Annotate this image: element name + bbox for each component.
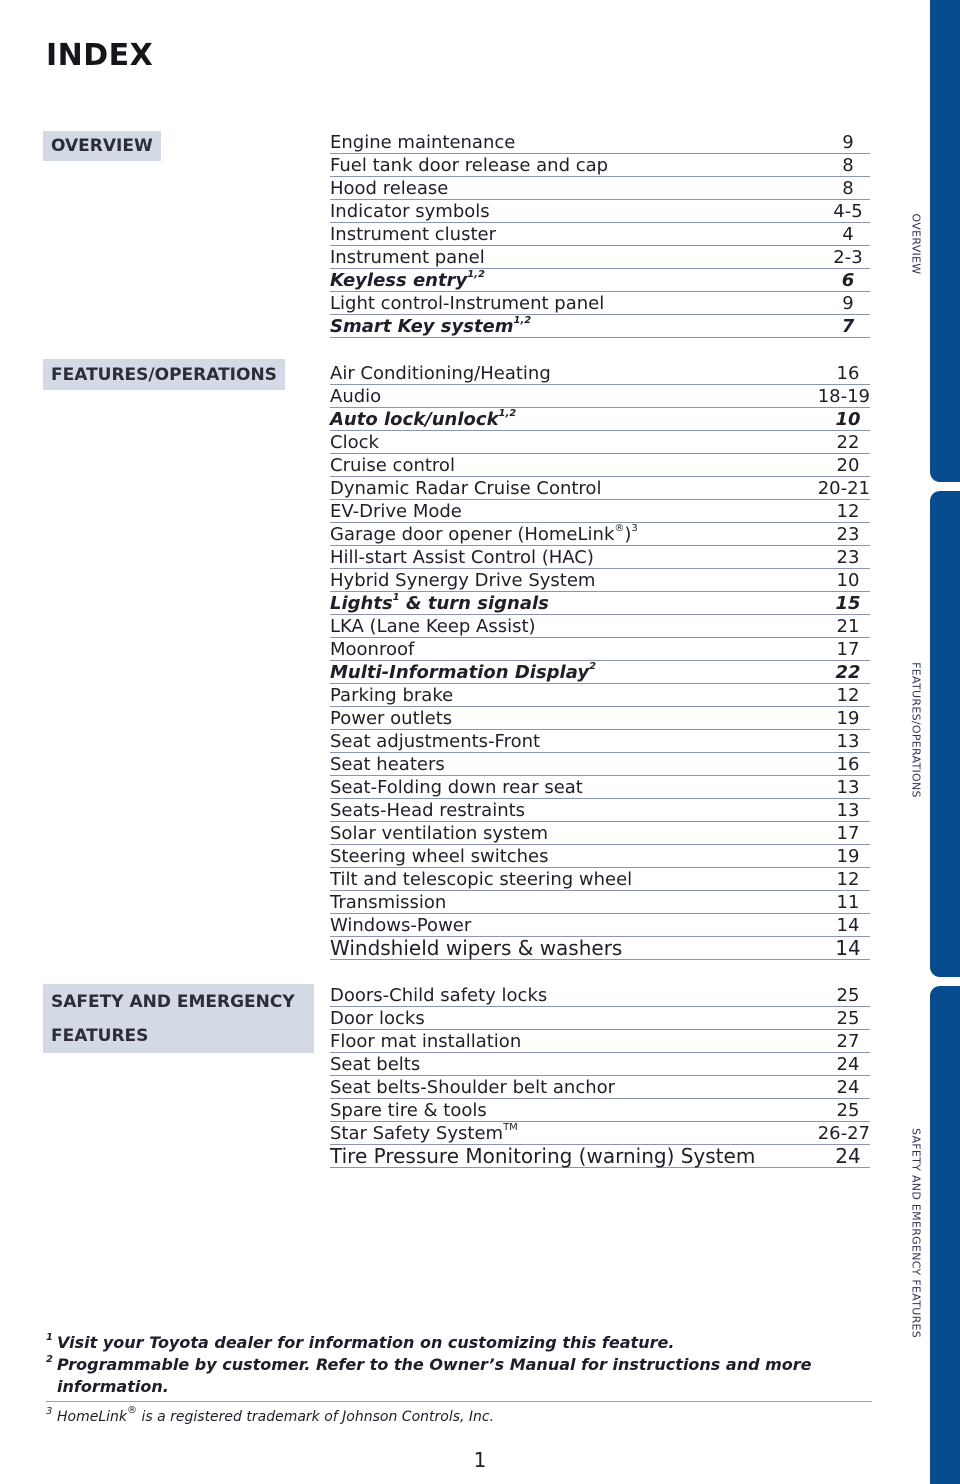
footnote-text: Programmable by customer. Refer to the Owner’s Manual for instructions and more information. [57,1355,812,1396]
entry-name [330,133,515,152]
entry-name [330,179,448,198]
entry-name [330,1055,420,1074]
entry-name-text: Moonroof [330,639,415,660]
entry-page: 18-19 [817,386,870,407]
entry-name-text: Auto lock/unlock [330,409,499,430]
index-entry [330,1030,870,1053]
entry-name-text: Air Conditioning/Heating [330,363,551,384]
entry-name-text: Steering wheel switches [330,846,549,867]
entry-name-text: Seat heaters [330,754,445,775]
entry-name [330,916,471,935]
entry-page: 16 [836,754,860,775]
entry-name [330,387,381,406]
page-title: INDEX [46,38,154,73]
entry-name-text: Smart Key system [330,316,514,337]
entry-name [330,1144,756,1168]
index-entry [330,592,870,615]
entry-name-text: LKA (Lane Keep Assist) [330,616,536,637]
side-label-text: OVERVIEW [909,213,923,275]
entry-name [330,248,485,267]
entry-name-text: Spare tire & tools [330,1100,487,1121]
entry-name [330,640,414,659]
entry-name-text: Seat belts [330,1054,421,1075]
entry-name [330,364,551,383]
index-entry [330,615,870,638]
entry-name-text: Hybrid Synergy Drive System [330,570,596,591]
index-entry [330,822,870,845]
entry-page: 17 [836,823,860,844]
footnotes [46,1332,872,1428]
index-entry [330,385,870,408]
index-entry [330,477,870,500]
entry-name-text: EV-Drive Mode [330,501,462,522]
entry-page: 14 [836,915,860,936]
entry-name [330,617,536,636]
section-label-overview [43,131,161,161]
index-entry [330,500,870,523]
index-entry [330,523,870,546]
index-entry [330,638,870,661]
index-entry [330,1145,870,1168]
entry-page: 13 [836,800,860,821]
side-label-text: FEATURES/OPERATIONS [909,662,923,798]
entry-name-text: Door locks [330,1008,425,1029]
entry-page: 12 [836,685,860,706]
index-entry [330,984,870,1007]
entry-name [330,986,547,1005]
side-tab-safety-emergency[interactable] [930,986,960,1484]
index-entry [330,1007,870,1030]
footnote-number: 3 [46,1406,53,1417]
entry-name-text: Engine maintenance [330,132,516,153]
index-entry [330,131,870,154]
page-number: 1 [473,1448,487,1472]
entry-name [330,225,496,244]
entry-page: 21 [836,616,860,637]
entry-page: 25 [836,1100,860,1121]
entry-page: 8 [842,155,854,176]
entry-name-text: Windshield wipers & washers [330,936,623,960]
entry-name [330,317,531,336]
side-tab-overview[interactable] [930,0,960,482]
entry-name-text: Instrument cluster [330,224,496,245]
entry-name [330,824,548,843]
entry-superscript: 1,2 [467,269,485,280]
index-entry [330,223,870,246]
index-entry [330,177,870,200]
entry-name [330,936,623,960]
entry-name [330,1009,425,1028]
section-label-text: FEATURES/OPERATIONS [51,364,277,385]
entry-name [330,271,485,290]
index-entry [330,661,870,684]
entry-name-text: Keyless entry [330,270,468,291]
index-entry [330,200,870,223]
entry-name [330,755,445,774]
entry-name [330,571,595,590]
entry-name-text: Solar ventilation system [330,823,549,844]
index-entry [330,246,870,269]
entry-name-text: Tire Pressure Monitoring (warning) System [330,1144,756,1168]
entry-page: 24 [836,1077,860,1098]
entry-name [330,709,452,728]
index-entry [330,845,870,868]
section-label-text: OVERVIEW [51,136,153,156]
index-entry [330,408,870,431]
entry-name-text: Fuel tank door release and cap [330,155,609,176]
entry-name-text: Clock [330,432,379,453]
index-entry [330,799,870,822]
registered-mark: ® [127,1405,138,1417]
entry-name-text: Power outlets [330,708,453,729]
entry-page: 13 [836,731,860,752]
entry-name [330,502,462,521]
entry-name [330,202,490,221]
entry-page: 24 [835,1144,861,1168]
index-entry [330,362,870,385]
entry-name-text: ) [624,524,632,545]
entry-name-text: Indicator symbols [330,201,490,222]
index-entry [330,684,870,707]
entry-page: 4-5 [833,201,863,222]
entry-name [330,847,549,866]
index-list-features-operations [330,362,870,960]
index-entry [330,315,870,338]
entry-name [330,686,453,705]
entry-page: 20-21 [817,478,870,499]
index-entry [330,730,870,753]
entry-name-text: Instrument panel [330,247,485,268]
entry-name [330,1124,518,1143]
entry-name-text: Dynamic Radar Cruise Control [330,478,602,499]
index-entry [330,868,870,891]
entry-superscript: 1,2 [513,315,532,326]
section-label-text: SAFETY AND EMERGENCY [51,992,295,1012]
entry-page: 7 [841,316,855,337]
entry-name [330,1032,521,1051]
entry-name-text: Seat belts-Shoulder belt anchor [330,1077,616,1098]
entry-page: 8 [842,178,854,199]
entry-page: 4 [842,224,854,245]
entry-page: 9 [842,293,854,314]
entry-name-text: Garage door opener (HomeLink [330,524,615,545]
footnote-number: 2 [46,1354,53,1365]
index-entry [330,891,870,914]
entry-superscript: TM [503,1122,518,1133]
entry-page: 12 [836,501,860,522]
entry-page: 19 [836,846,860,867]
entry-page: 19 [836,708,860,729]
entry-page: 27 [836,1031,860,1052]
index-entry [330,937,870,960]
entry-page: 25 [836,1008,860,1029]
entry-page: 11 [836,892,860,913]
entry-page: 23 [836,524,860,545]
index-entry [330,546,870,569]
index-entry [330,154,870,177]
entry-name [330,801,525,820]
entry-page: 12 [836,869,860,890]
entry-name-text: Floor mat installation [330,1031,522,1052]
entry-page: 25 [836,985,860,1006]
entry-name-text: Transmission [330,892,447,913]
section-label-text: FEATURES [51,1026,149,1046]
entry-name [330,410,516,429]
footnote-1 [46,1332,872,1354]
index-list-safety-emergency [330,984,870,1168]
entry-name-text: Light control-Instrument panel [330,293,605,314]
entry-name [330,663,596,682]
entry-name-text: Seat adjustments-Front [330,731,541,752]
entry-superscript: 1,2 [498,408,517,419]
footnote-divider [46,1401,872,1402]
entry-name [330,778,583,797]
index-entry [330,1122,870,1145]
footnote-number: 1 [46,1332,53,1343]
entry-name-text: Doors-Child safety locks [330,985,548,1006]
entry-name [330,294,604,313]
index-entry [330,269,870,292]
section-label-features-operations [43,359,285,390]
footnote-text: Visit your Toyota dealer for information on customizing this feature. [57,1333,675,1352]
entry-page: 10 [835,409,861,430]
entry-page: 2-3 [833,247,863,268]
entry-page: 13 [836,777,860,798]
index-entry [330,454,870,477]
entry-name-text: Seat-Folding down rear seat [330,777,583,798]
index-list-overview [330,131,870,338]
entry-page: 6 [841,270,855,291]
footnote-text: HomeLink [57,1409,128,1425]
index-entry [330,1076,870,1099]
entry-page: 10 [836,570,860,591]
entry-name-text: Star Safety System [330,1123,504,1144]
entry-name [330,479,601,498]
entry-superscript: 3 [631,523,638,534]
index-entry [330,431,870,454]
entry-name [330,525,638,544]
entry-page: 24 [836,1054,860,1075]
index-entry [330,1099,870,1122]
entry-page: 17 [836,639,860,660]
entry-name [330,456,455,475]
index-entry [330,1053,870,1076]
entry-page: 14 [835,936,861,960]
entry-name [330,1101,487,1120]
entry-name-text: Multi-Information Display [330,662,590,683]
entry-name [330,594,549,613]
side-tab-features-operations[interactable] [930,491,960,977]
entry-name-text: Parking brake [330,685,454,706]
entry-page: 22 [836,432,860,453]
entry-name-text: & turn signals [399,593,549,614]
entry-name-text: Hill-start Assist Control (HAC) [330,547,594,568]
footnote-text: is a registered trademark of Johnson Controls, Inc. [137,1409,495,1425]
entry-name-text: Audio [330,386,382,407]
entry-superscript: 2 [589,661,597,672]
entry-name [330,732,540,751]
entry-name-text: Windows-Power [330,915,472,936]
index-entry [330,569,870,592]
side-label-text: SAFETY AND EMERGENCY FEATURES [909,1127,923,1339]
entry-page: 9 [842,132,854,153]
entry-superscript: ® [614,523,625,534]
footnote-2 [46,1354,872,1398]
entry-superscript: 1 [392,592,400,603]
index-entry [330,914,870,937]
index-entry [330,707,870,730]
entry-page: 20 [836,455,860,476]
entry-name [330,893,446,912]
entry-name [330,548,594,567]
entry-name [330,870,632,889]
entry-name-text: Cruise control [330,455,455,476]
entry-name [330,1078,615,1097]
section-label-safety-emergency [43,984,314,1053]
footnote-3 [46,1406,872,1428]
entry-name [330,433,379,452]
index-entry [330,753,870,776]
entry-page: 15 [835,593,861,614]
entry-page: 23 [836,547,860,568]
index-entry [330,292,870,315]
entry-name-text: Tilt and telescopic steering wheel [330,869,633,890]
entry-name-text: Lights [330,593,393,614]
entry-name-text: Hood release [330,178,449,199]
entry-name [330,156,608,175]
entry-page: 26-27 [817,1123,870,1144]
entry-name-text: Seats-Head restraints [330,800,526,821]
entry-page: 22 [835,662,861,683]
entry-page: 16 [836,363,860,384]
index-entry [330,776,870,799]
